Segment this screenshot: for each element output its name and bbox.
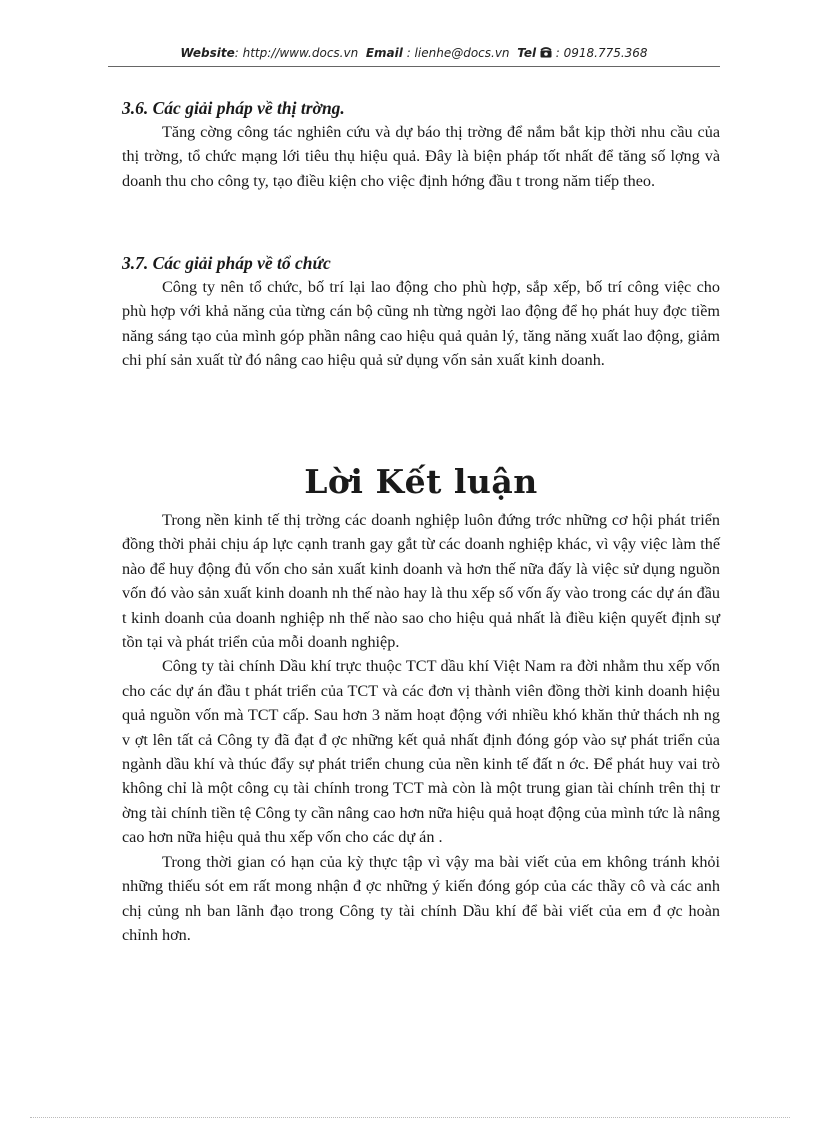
section-3-7-paragraph: Công ty nên tổ chức, bố trí lại lao động cho phù hợp, sắp xếp, bố trí công việc cho phù hợp với khả năng của từng cán bộ cũng nh từng ngời lao động để họ phát huy đợc tiềm năng sáng tạo của mình góp phần nâng cao hiệu quả quản lý, tăng năng xuất lao động, giảm chi phí sản xuất từ đó nâng cao hiệu quả sử dụng vốn sản xuất kinh doanh. [122,278,720,370]
footer-divider [30,1117,790,1118]
website-label: Website [180,46,235,60]
conclusion-section [122,508,720,947]
email-label: Email [365,46,403,60]
page-header [108,46,720,60]
header-divider [108,66,720,67]
website-value[interactable]: : http://www.docs.vn [234,46,359,60]
conclusion-title: Lời Kết luận [304,462,538,501]
section-3-6 [122,96,720,193]
email-value[interactable]: : lienhe@docs.vn [406,46,510,60]
tel-value: : 0918.775.368 [555,46,648,60]
section-3-6-title: 3.6. Các giải pháp về thị trờng. [122,98,345,118]
phone-icon [540,46,556,60]
tel-label: Tel [517,46,537,60]
conclusion-paragraph-2: Công ty tài chính Dầu khí trực thuộc TCT dầu khí Việt Nam ra đời nhằm thu xếp vốn cho các dự án đầu t phát triển của TCT và các đơn vị thành viên đồng thời kinh doanh hiệu quả nguồn vốn mà TCT cấp. Sau hơn 3 năm hoạt động với nhiều khó khăn thử thách nh ng v ợt lên tất cả Công ty đã đạt đ ợc những kết quả nhất định đóng góp vào sự phát triển của ngành dầu khí và thúc đẩy sự phát triển chung của nền kinh tế đất n ớc. Để phát huy vai trò không chỉ là một công cụ tài chính trong TCT mà còn là một trung gian tài chính trên thị tr ờng tài chính tiền tệ Công ty cần nâng cao hơn nữa hiệu quả hoạt động của mình tức là nâng cao hơn nữa hiệu quả thu xếp vốn cho các dự án . [122,657,720,847]
section-3-6-paragraph: Tăng cờng công tác nghiên cứu và dự báo thị trờng để nắm bắt kịp thời nhu cầu của thị trờng, tổ chức mạng lới tiêu thụ hiệu quả. Đây là biện pháp tốt nhất để tăng số lợng và doanh thu cho công ty, tạo điều kiện cho việc định hớng đầu t trong năm tiếp theo. [122,123,720,190]
section-3-7-title: 3.7. Các giải pháp về tổ chức [122,253,331,273]
conclusion-paragraph-1: Trong nền kinh tế thị trờng các doanh nghiệp luôn đứng trớc những cơ hội phát triển đồng thời phải chịu áp lực cạnh tranh gay gắt từ các doanh nghiệp khác, vì vậy việc làm thế nào để huy động đủ vốn cho sản xuất kinh doanh và hơn thế nữa đấy là việc sử dụng nguồn vốn đó vào sản xuất kinh doanh nh thế nào hay là thu xếp số vốn ấy vào trong các dự án đầu t kinh doanh của doanh nghiệp nh thế nào sao cho hiệu quả nhất là điều kiện quyết định sự tồn tại và phát triển của mỗi doanh nghiệp. [122,511,720,652]
conclusion-paragraph-3: Trong thời gian có hạn của kỳ thực tập vì vậy ma bài viết của em không tránh khỏi những thiếu sót em rất mong nhận đ ợc những ý kiến đóng góp của các thầy cô và các anh chị củng nh ban lãnh đạo trong Công ty tài chính Dầu khí để bài viết của em đ ợc hoàn chỉnh hơn. [122,852,720,944]
section-3-7 [122,251,720,373]
